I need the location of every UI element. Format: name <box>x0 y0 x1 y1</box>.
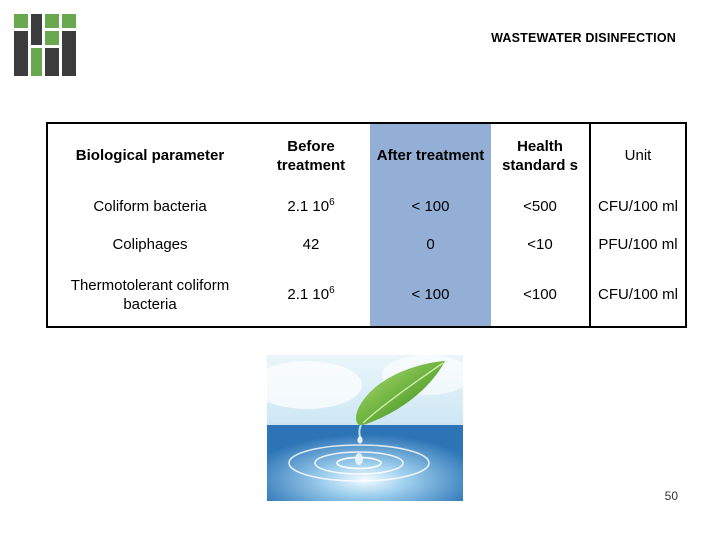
header-standard: Health standard s <box>491 123 590 187</box>
standard-cell: <100 <box>491 263 590 327</box>
table-header-row <box>47 123 686 187</box>
standard-cell: <10 <box>527 235 553 253</box>
page-title: WASTEWATER DISINFECTION <box>491 31 676 45</box>
before-cell <box>252 225 370 263</box>
standard-cell: <500 <box>523 197 557 215</box>
before-cell <box>252 187 370 225</box>
after-cell: < 100 <box>370 187 491 225</box>
disinfection-table <box>46 122 687 328</box>
unit-cell: CFU/100 ml <box>590 187 686 225</box>
header-unit: Unit <box>590 123 686 187</box>
logo-icon <box>14 14 76 76</box>
header-after: After treatment <box>370 123 491 187</box>
before-cell <box>252 263 370 327</box>
param-cell: Thermotolerant coliform bacteria <box>47 263 252 327</box>
after-cell: < 100 <box>370 263 491 327</box>
table-row <box>47 263 686 327</box>
before-exponent: 6 <box>329 285 335 296</box>
page-number: 50 <box>664 489 678 503</box>
header-parameter: Biological parameter <box>47 123 252 187</box>
after-cell: 0 <box>370 225 491 263</box>
unit-cell: CFU/100 ml <box>590 263 686 327</box>
header-before: Before treatment <box>252 123 370 187</box>
table-row <box>47 187 686 225</box>
before-base: 42 <box>302 235 320 253</box>
param-cell: Coliphages <box>47 225 252 263</box>
param-cell: Coliform bacteria <box>47 187 252 225</box>
unit-cell: PFU/100 ml <box>590 225 686 263</box>
before-base: 2.1 10 <box>287 197 330 215</box>
before-base: 2.1 10 <box>287 286 330 303</box>
table-row <box>47 225 686 263</box>
leaf-water-drop-image <box>267 355 463 501</box>
before-exponent: 6 <box>329 196 335 208</box>
